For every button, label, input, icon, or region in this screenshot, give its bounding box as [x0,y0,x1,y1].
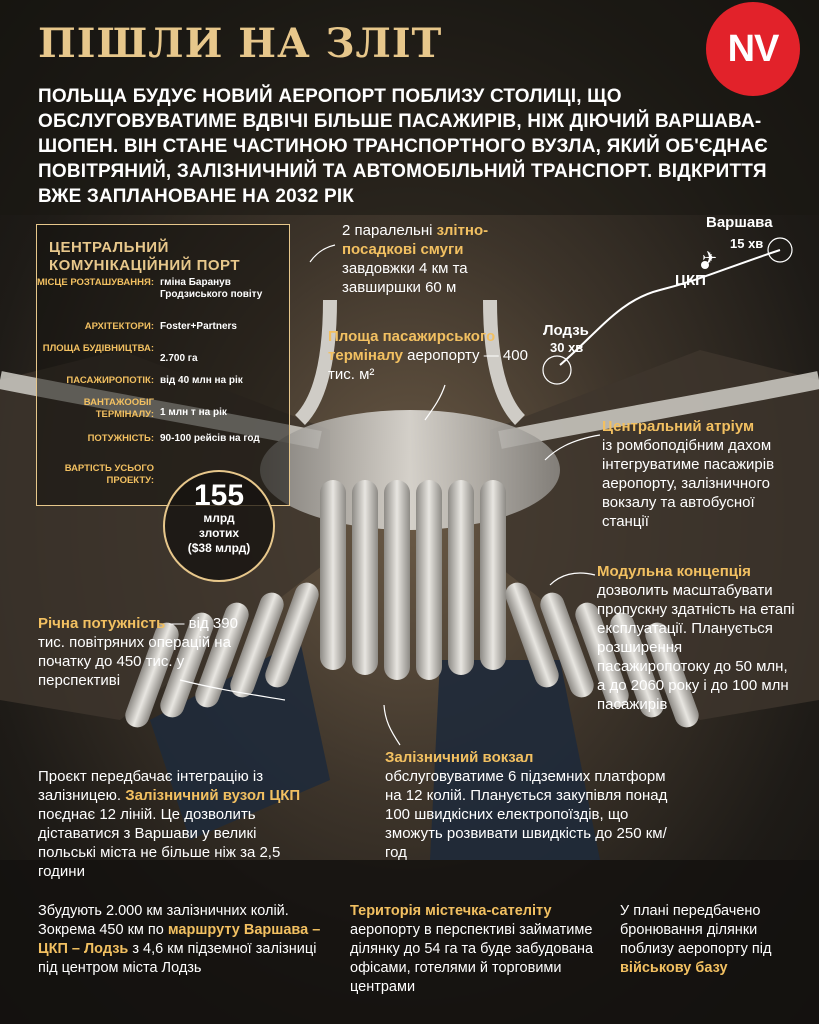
terminal-note [328,327,528,384]
cost-unit: млрд [203,511,235,525]
info-value: від 40 млн на рік [160,375,243,386]
bottom-satellite [350,902,600,997]
bottom-rail-detail: з 4,6 км підземної залізниці під центром міста Лодзь [38,941,317,976]
capacity-detail: — від 390 тис. повітряних операцій на початку до 450 тис. у перспективі [38,615,238,689]
bottom-rail-highlight: маршруту Варшава – ЦКП – Лодзь [38,922,321,957]
rail-note [38,767,308,881]
modular-highlight: Модульна концепція [597,563,751,580]
route-line [560,250,780,365]
info-value: 1 млн т на рік [160,407,227,418]
bottom-rail-km [38,902,328,978]
cost-unit-currency: злотих [198,526,240,540]
intro-text: ПОЛЬЩА БУДУЄ НОВИЙ АЕРОПОРТ ПОБЛИЗУ СТОЛИЦІ, ЩО ОБСЛУГОВУВАТИМЕ ВДВІЧІ БІЛЬШЕ ПАСАЖИРІВ, НІЖ ДІЮЧИЙ ВАРШАВА-ШОПЕН. ВІН СТАНЕ ЧАСТИНОЮ ТРАНСПОРТНОГО ВУЗЛА, ЯКИЙ ОБ'ЄДНАЄ ПОВІТРЯНИЙ, ЗАЛІЗНИЧНИЙ ТА АВТОМОБІЛЬНИЙ ТРАНСПОРТ. ВІДКРИТТЯ ВЖЕ ЗАПЛАНОВАНЕ НА 2032 РІК [38,86,768,207]
atrium-note [602,417,792,531]
runways-text: 2 паралельні [342,222,437,239]
bottom-military-highlight: військову базу [620,960,728,976]
runways-detail: завдовжки 4 км та завширшки 60 м [342,260,468,296]
info-value: гміна Баранув Гродзиського повіту [160,277,263,300]
terminal-highlight: Площа пасажирського терміналу [328,328,496,364]
info-box-title: ЦЕНТРАЛЬНИЙ КОМУНІКАЦІЙНИЙ ПОРТ [49,239,241,274]
modular-note [597,562,797,714]
info-key: АРХІТЕКТОРИ: [84,321,154,332]
ckp-label: ЦКП [675,272,706,289]
capacity-note [38,614,248,690]
bottom-satellite-highlight: Територія містечка-сателіту [350,903,552,919]
modular-detail: дозволить масштабувати пропускну здатність на етапі експлуатації. Планується розширення пасажиропотоку до 50 млн, а до 2060 року і до 100 млн пасажирів [597,582,795,713]
station-detail: обслуговуватиме 6 підземних платформ на 12 колій. Планується закупівля понад 100 швидкісних електропоїздів, що зможуть розвивати швидкість до 250 км/год [385,768,668,861]
rail-highlight: Залізничний вузол ЦКП [125,787,301,804]
info-key: ПОТУЖНІСТЬ: [87,433,154,444]
bottom-military-text: У плані передбачено бронювання ділянки поблизу аеропорту під [620,903,772,957]
info-key: ВАНТАЖООБІГ ТЕРМІНАЛУ: [83,397,154,420]
info-key: МІСЦЕ РОЗТАШУВАННЯ: [36,277,154,288]
warsaw-label: Варшава [706,214,773,231]
info-key: ВАРТІСТЬ УСЬОГО ПРОЕКТУ: [64,463,154,486]
station-highlight: Залізничний вокзал [385,749,534,766]
warsaw-time: 15 хв [730,236,764,251]
runways-highlight: злітно-посадкові смуги [342,222,489,258]
terminal-detail: аеропорту — 400 тис. м² [328,347,528,383]
info-key: ПЛОЩА БУДІВНИЦТВА: [42,343,154,354]
runways-note [342,221,522,297]
info-key: ПАСАЖИРОПОТІК: [66,375,154,386]
info-value: Foster+Partners [160,321,237,332]
rail-detail: поєднає 12 ліній. Це дозволить діставатися з Варшави у великі польські міста не більше ніж за 2,5 години [38,806,281,880]
station-note [385,748,685,862]
cost-badge [163,470,275,582]
lodz-label: Лодзь [543,322,589,339]
cost-usd: ($38 млрд) [187,541,251,555]
page-title: ПІШЛИ НА ЗЛІТ [38,20,443,67]
cost-value: 155 [193,479,245,512]
capacity-highlight: Річна потужність [38,615,166,632]
lodz-time: 30 хв [550,340,584,355]
station-arrow [384,705,400,745]
bottom-satellite-detail: аеропорту в перспективі займатиме ділянку до 54 га та буде забудована офісами, готелями й торговими центрами [350,922,594,995]
bottom-rail-text: Збудують 2.000 км залізничних колій. Зокрема 450 км по [38,903,289,938]
bottom-military [620,902,790,978]
airplane-icon: ✈ [702,248,718,268]
lodz-marker [543,356,571,384]
info-box [36,224,290,506]
atrium-detail: із ромбоподібним дахом інтегруватиме пасажирів аеропорту, залізничного вокзалу та автобусної станції [602,437,775,530]
info-value: 90-100 рейсів на год [160,433,260,444]
runway-arrow [310,245,335,262]
atrium-highlight: Центральний атріум [602,418,755,435]
nv-logo: NV [706,2,800,96]
info-value: 2.700 га [160,353,198,364]
rail-text: Проєкт передбачає інтеграцію із залізницею. [38,768,264,804]
